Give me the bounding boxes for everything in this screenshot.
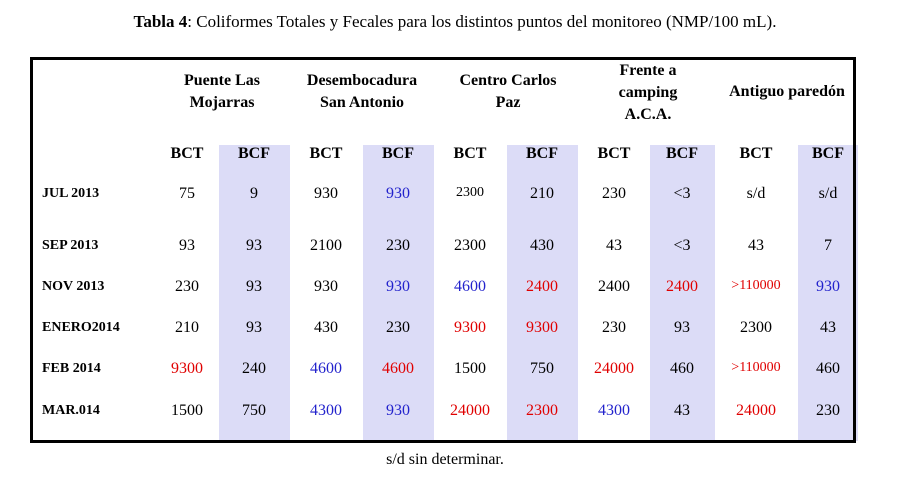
table-cell: 43 [674,402,690,419]
row-label: ENERO2014 [42,320,120,335]
table-cell: 230 [602,185,626,202]
table-cell: 93 [179,237,195,254]
table-cell: 2400 [526,278,558,295]
table-cell: 2300 [454,237,486,254]
row-label: MAR.014 [42,403,100,418]
table-cell: 4300 [598,402,630,419]
table-cell: 9300 [526,319,558,336]
bcf-header: BCF [238,145,270,162]
caption-label: Tabla 4 [133,12,188,31]
table-cell: 1500 [171,402,203,419]
table-cell: 930 [314,185,338,202]
bct-header: BCT [309,145,343,162]
table-cell: 43 [820,319,836,336]
table-cell: 24000 [736,402,776,419]
table-cell: 4600 [310,360,342,377]
table-cell: 930 [816,278,840,295]
table-cell: 2300 [456,185,484,200]
table-cell: >110000 [731,278,781,293]
site-header [707,81,867,103]
table-cell: 210 [175,319,199,336]
site-header-line: Mojarras [189,94,255,111]
table-cell: 2400 [598,278,630,295]
table-cell: s/d [746,185,766,202]
row-label: FEB 2014 [42,361,101,376]
table-cell: 210 [530,185,554,202]
table-caption [0,12,910,32]
table-cell: s/d [818,185,838,202]
site-header-line: Puente Las [184,72,260,89]
table-cell: 2400 [666,278,698,295]
caption-text: : Coliformes Totales y Fecales para los distintos puntos del monitoreo (NMP/100 mL). [187,12,777,31]
table-cell: 24000 [594,360,634,377]
table-cell: 4300 [310,402,342,419]
site-header [568,60,728,126]
table-footnote: s/d sin determinar. [386,451,504,468]
table-cell: 230 [386,237,410,254]
site-header-line: Centro Carlos [459,72,557,89]
table-cell: 1500 [454,360,486,377]
site-header-line: Antiguo paredón [729,83,845,100]
site-header-line: San Antonio [319,94,405,111]
bct-header: BCT [453,145,487,162]
table-cell: 930 [386,402,410,419]
table-cell: 43 [748,237,764,254]
bcf-header: BCF [812,145,844,162]
table-cell: 430 [314,319,338,336]
site-header-line: Paz [495,94,521,111]
table-cell: 75 [179,185,195,202]
table-cell: 750 [242,402,266,419]
table-cell: 24000 [450,402,490,419]
site-header-line: Desembocadura [306,72,418,89]
table-cell: <3 [673,185,691,202]
table-cell: 93 [246,319,262,336]
table-cell: 240 [242,360,266,377]
table-cell: 2300 [740,319,772,336]
table-cell: 43 [606,237,622,254]
table-cell: 93 [246,237,262,254]
bcf-header: BCF [382,145,414,162]
table-cell: 7 [824,237,832,254]
table-cell: <3 [673,237,691,254]
table-cell: 230 [602,319,626,336]
site-header [142,70,302,114]
table-cell: 930 [314,278,338,295]
site-header-line: A.C.A. [624,106,672,123]
site-header-line: Frente a [619,62,677,79]
bct-header: BCT [597,145,631,162]
site-header [428,70,588,114]
table-cell: 460 [816,360,840,377]
table-cell: 9300 [171,360,203,377]
bcf-header: BCF [666,145,698,162]
table-cell: 430 [530,237,554,254]
table-cell: 9300 [454,319,486,336]
bct-header: BCT [170,145,204,162]
table-cell: 2100 [310,237,342,254]
table-cell: 460 [670,360,694,377]
table-cell: 4600 [454,278,486,295]
table-cell: 230 [816,402,840,419]
table-cell: 930 [386,185,410,202]
table-cell: 93 [674,319,690,336]
bct-header: BCT [739,145,773,162]
table-cell: 2300 [526,402,558,419]
table-cell: 230 [175,278,199,295]
table-cell: 750 [530,360,554,377]
table-cell: 4600 [382,360,414,377]
site-header-line: camping [618,84,678,101]
table-cell: 9 [250,185,258,202]
table-cell: 93 [246,278,262,295]
table-cell: 930 [386,278,410,295]
table-cell: >110000 [731,360,781,375]
row-label: JUL 2013 [42,186,100,201]
site-header [282,70,442,114]
table-cell: 230 [386,319,410,336]
bcf-header: BCF [526,145,558,162]
row-label: NOV 2013 [42,279,105,294]
row-label: SEP 2013 [42,238,99,253]
